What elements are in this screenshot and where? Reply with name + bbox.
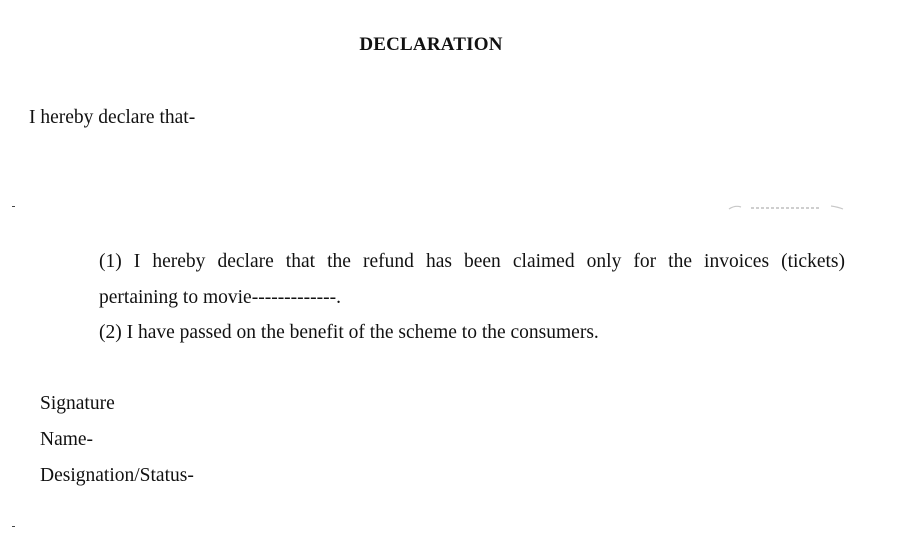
faint-smudge-mark	[727, 201, 845, 213]
intro-text: I hereby declare that-	[29, 107, 196, 128]
declaration-items	[99, 244, 845, 351]
signature-label: Signature	[40, 393, 115, 414]
name-label: Name-	[40, 429, 94, 450]
signature-block	[40, 386, 194, 494]
declaration-item-1: (1) I hereby declare that the refund has been claimed only for the invoices (tickets)	[99, 251, 845, 272]
document-title: DECLARATION	[359, 34, 503, 55]
margin-tick-mark	[12, 206, 15, 207]
declaration-item-1-continuation: pertaining to movie-------------.	[99, 286, 342, 308]
designation-label: Designation/Status-	[40, 465, 194, 486]
margin-tick-mark	[12, 526, 15, 527]
declaration-item-2: (2) I have passed on the benefit of the scheme to the consumers.	[99, 322, 599, 343]
